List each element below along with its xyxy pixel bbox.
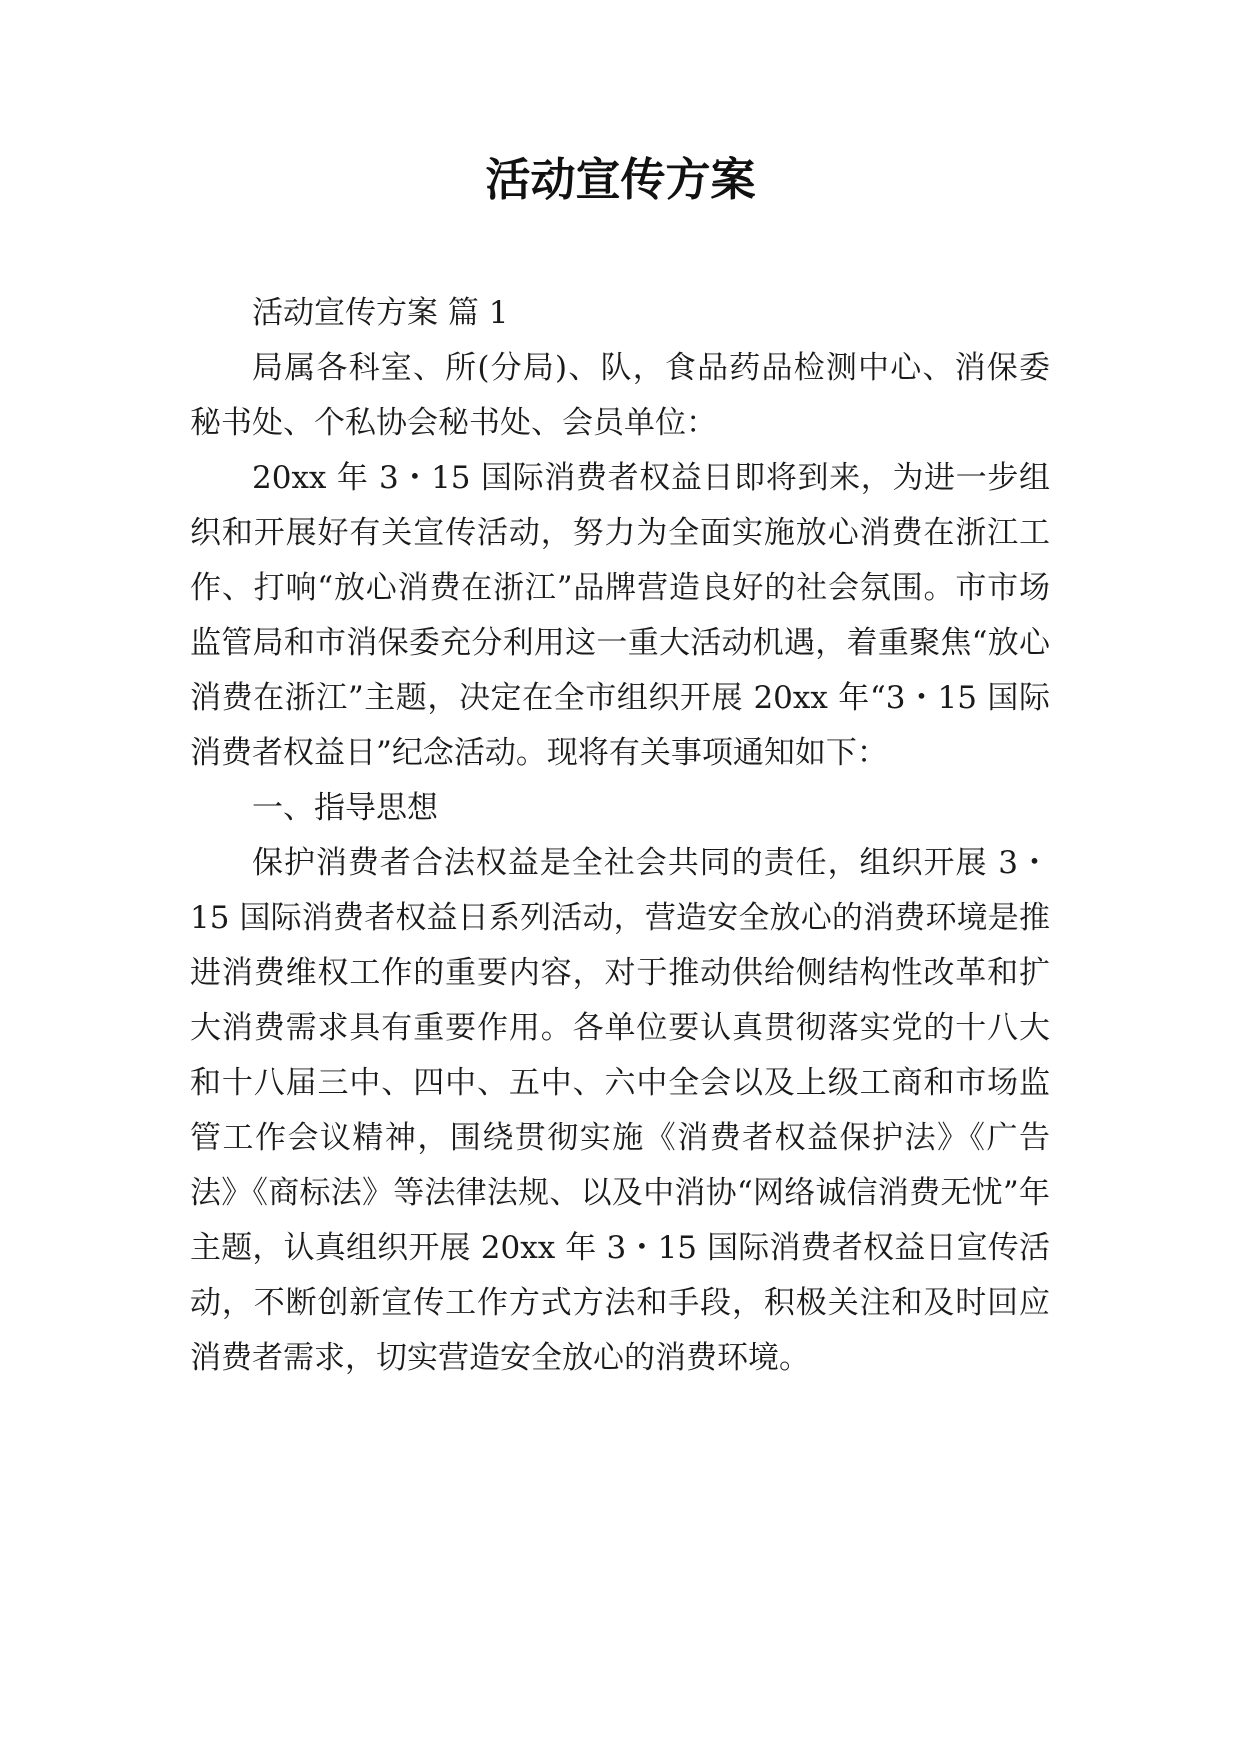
- addressee-paragraph: 局属各科室、所(分局)、队，食品药品检测中心、消保委秘书处、个私协会秘书处、会员单位：: [190, 350, 1050, 441]
- document-body: [190, 286, 1050, 1386]
- document-title: 活动宣传方案: [485, 153, 756, 206]
- guiding-ideology-paragraph: 保护消费者合法权益是全社会共同的责任，组织开展 3・15 国际消费者权益日系列活动，营造安全放心的消费环境是推进消费维权工作的重要内容，对于推动供给侧结构性改革和扩大消费需求具有重要作用。各单位要认真贯彻落实党的十八大和十八届三中、四中、五中、六中全会以及上级工商和市场监管工作会议精神，围绕贯彻实施《消费者权益保护法》《广告法》《商标法》等法律法规、以及中消协“网络诚信消费无忧”年主题，认真组织开展 20xx 年 3・15 国际消费者权益日宣传活动，不断创新宣传工作方式方法和手段，积极关注和及时回应消费者需求，切实营造安全放心的消费环境。: [190, 845, 1050, 1376]
- section-heading-part-1: 活动宣传方案 篇 1: [252, 295, 509, 331]
- section-heading-guiding-ideology: 一、指导思想: [252, 790, 438, 826]
- intro-paragraph: 20xx 年 3・15 国际消费者权益日即将到来，为进一步组织和开展好有关宣传活动，努力为全面实施放心消费在浙江工作、打响“放心消费在浙江”品牌营造良好的社会氛围。市市场监管局和市消保委充分利用这一重大活动机遇，着重聚焦“放心消费在浙江”主题，决定在全市组织开展 20xx 年“3・15 国际消费者权益日”纪念活动。现将有关事项通知如下：: [190, 460, 1050, 771]
